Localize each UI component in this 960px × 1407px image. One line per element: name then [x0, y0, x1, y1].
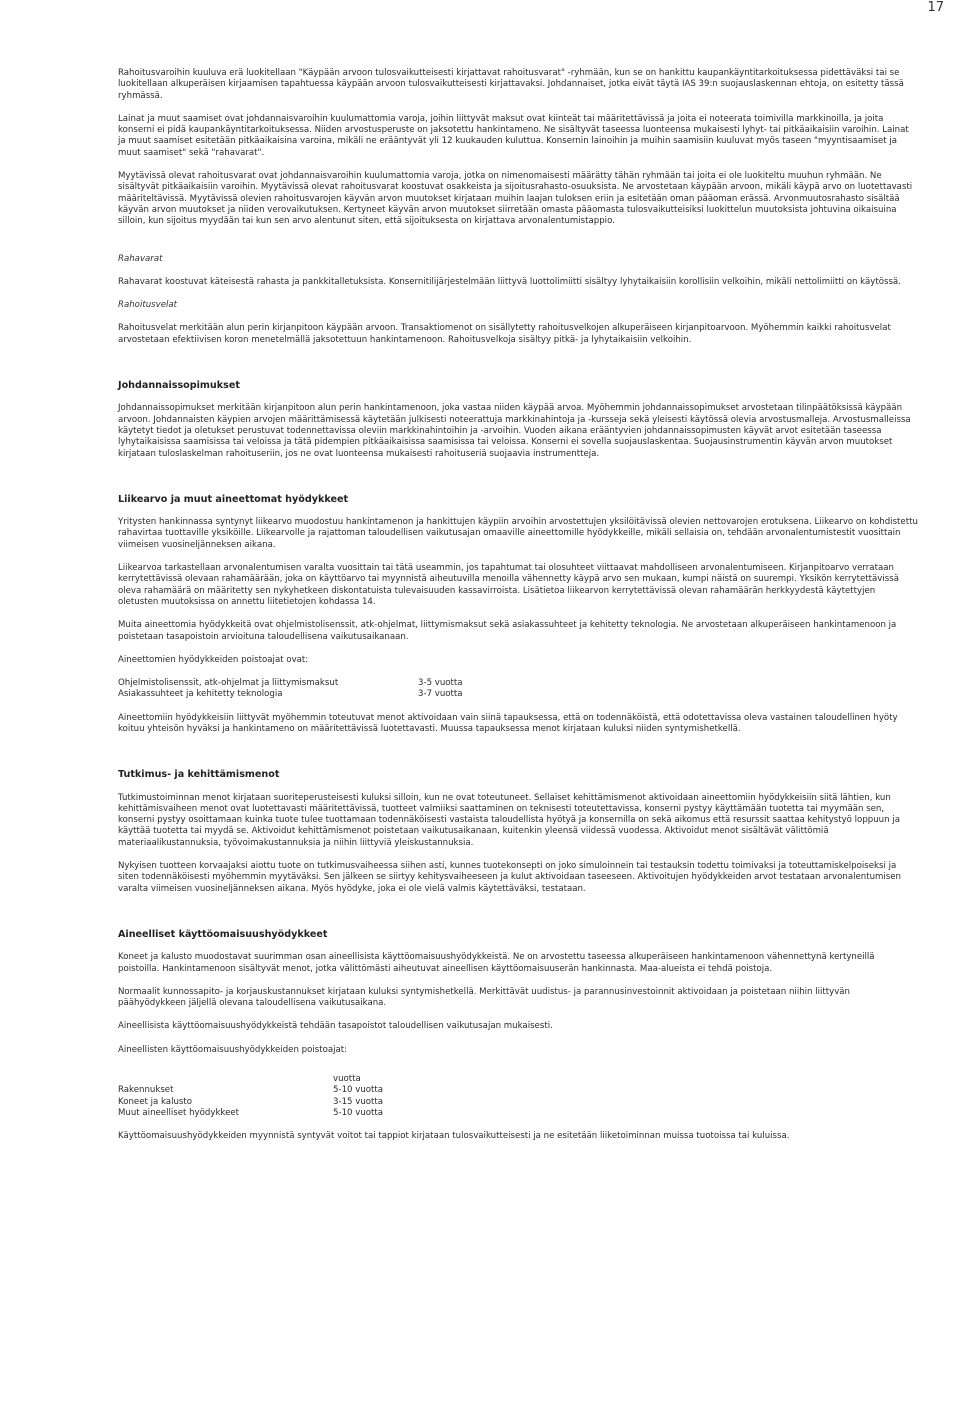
aineelliset-heading: Aineelliset käyttöomaisuushyödykkeet	[118, 928, 328, 940]
intangible-depreciation-table	[118, 678, 918, 701]
liikearvo-heading: Liikearvo ja muut aineettomat hyödykkeet	[118, 493, 349, 505]
document-body	[118, 68, 918, 1155]
liikearvo-paragraph-5: Aineettomiin hyödykkeisiin liittyvät myöhemmin toteutuvat menot aktivoidaan vain siinä tapauksessa, että on todennäköistä, että odotettavissa oleva vastainen taloudellinen hyöty koituu yhteisön hyväksi ja hankintameno on määritettävissä luotettavasti. Muussa tapauksessa menot kirjataan kuluksi niiden syntymishetkellä.	[118, 712, 898, 734]
depreciation-value: 5-10 vuotta	[333, 1085, 384, 1096]
rahoitusvelat-text: Rahoitusvelat merkitään alun perin kirjanpitoon käypään arvoon. Transaktiomenot on sisällytetty rahoitusvelkojen alkuperäiseen kirjanpitoarvoon. Myöhemmin kaikki rahoitusvelat arvostetaan efektiivisen koron menetelmällä jaksotettuun hankintamenoon. Rahoitusvelkoja sisältyy pitkä- ja lyhytaikaisiin velkoihin.	[118, 323, 891, 345]
page-number: 17	[927, 0, 944, 15]
liikearvo-paragraph-1: Yritysten hankinnassa syntynyt liikearvo muodostuu hankintamenon ja hankittujen käypiin arvoihin arvostettujen yksilöitävissä olevien nettovarojen erotuksena. Liikearvo on kohdistettu rahavirtaa tuottaville yksiköille. Liikearvolle ja rajattoman taloudellisen vaikutusajan omaaville aineettomille hyödykkeille, mikäli sellaisia on, tehdään arvonalentumistestit vuosittain viimeisen vuosineljänneksen aikana.	[118, 517, 918, 550]
rahoitusvelat-heading: Rahoitusvelat	[118, 300, 178, 311]
depreciation-label: Rakennukset	[118, 1085, 174, 1096]
depreciation-label: Muut aineelliset hyödykkeet	[118, 1107, 240, 1118]
tutkimus-paragraph-2: Nykyisen tuotteen korvaajaksi aiottu tuote on tutkimusvaiheessa siihen asti, kunnes tuotekonsepti on joko simuloinnein tai testauksin todettu toimivaksi ja toteuttamiskelpoiseksi ja siten todennäköisesti myöhemmin myytäväksi. Sen jälkeen se siirtyy kehitysvaiheeseen ja kulut aktivoidaan taseeseen. Aktivoitujen hyödykkeiden arvot testataan arvonalentumisen varalta viimeisen vuosineljänneksen aikana. Myös hyödyke, joka ei ole vielä valmis käytettäväksi, testataan.	[118, 861, 901, 894]
rahavarat-text: Rahavarat koostuvat käteisestä rahasta ja pankkitalletuksista. Konsernitilijärjestelmään liittyvä luottolimiitti sisältyy lyhytaikaisiin korollisiin velkoihin, mikäli nettolimiitti on käytössä.	[118, 276, 901, 287]
aineelliset-paragraph-1: Koneet ja kalusto muodostavat suurimman osan aineellisista käyttöomaisuushyödykkeistä. Ne on arvostettu taseessa alkuperäiseen hankintamenoon vähennettynä kertyneillä poistoilla. Hankintamenoon sisältyvät menot, jotka välittömästi aiheutuvat aineellisen käyttöomaisuuserän hankinnasta. Maa-alueista ei tehdä poistoja.	[118, 952, 875, 974]
aineelliset-paragraph-4: Aineellisten käyttöomaisuushyödykkeiden poistoajat:	[118, 1044, 348, 1055]
johdannais-text: Johdannaissopimukset merkitään kirjanpitoon alun perin hankintamenoon, joka vastaa niiden käypää arvoa. Myöhemmin johdannaissopimukset arvostetaan tilinpäätöksissä käypään arvoon. Johdannaisten käypien arvojen määrittämisessä käytetään julkisesti noteerattuja markkinahintoja ja -kursseja sekä yleisesti käytössä olevia arvostusmalleja. Arvostusmalleissa käytetyt tiedot ja oletukset perustuvat todennettavissa oleviin markkinahintoihin ja -arvoihin. Vuoden aikana erääntyvien johdannaissopimusten käyvät arvot esitetään taseessa lyhytaikaisissa saamisissa tai veloissa ja tätä pidempien pitkäaikaisissa saamisissa tai veloissa. Konserni ei sovella suojauslaskentaa. Suojausinstrumentin käyvän arvon muutokset kirjataan tuloslaskelman rahoituseriin, jos ne ovat luonteensa mukaisesti rahoituseriä suojaavia instrumentteja.	[118, 403, 911, 459]
depreciation-label: Ohjelmistolisenssit, atk-ohjelmat ja liittymismaksut	[118, 678, 339, 689]
intro-paragraph-3: Myytävissä olevat rahoitusvarat ovat johdannaisvaroihin kuulumattomia varoja, jotka on nimenomaisesti määrätty tähän ryhmään tai joita ei ole luokiteltu muuhun ryhmään. Ne sisältyvät pitkäaikaisiin varoihin. Myytävissä olevat rahoitusvarat koostuvat osakkeista ja sijoitusrahasto-osuuksista. Ne arvostetaan käypään arvoon, mikäli käypä arvo on luotettavasti määriteltävissä. Myytävissä olevien rahoitusvarojen käyvän arvon muutokset kirjataan muihin laajan tuloksen eriin ja esitetään oman pääoman erässä. Arvonmuutosrahasto sisältää käyvän arvon muutokset ja niiden verovaikutuksen. Kertyneet käyvän arvon muutokset siirretään omasta pääomasta tulosvaikutteisiksi luokittelun muutoksista johtuvina oikaisuina silloin, kun sijoitus myydään tai kun sen arvo alentunut siten, että sijoituksesta on kirjattava arvonalentumistappio.	[118, 171, 913, 227]
aineelliset-paragraph-2: Normaalit kunnossapito- ja korjauskustannukset kirjataan kuluksi syntymishetkellä. Merkittävät uudistus- ja parannusinvestoinnit aktivoidaan ja poistetaan niihin liittyvän päähyödykkeen jäljellä olevana taloudellisena vaikutusaikana.	[118, 986, 851, 1009]
depreciation-value: 3-15 vuotta	[333, 1096, 384, 1107]
depreciation-value: 3-7 vuotta	[418, 689, 463, 700]
depreciation-column-header: vuotta	[333, 1074, 361, 1085]
intro-paragraph-2: Lainat ja muut saamiset ovat johdannaisvaroihin kuulumattomia varoja, joihin liittyvät maksut ovat kiinteät tai määritettävissä ja joita ei noteerata toimivilla markkinoilla, ja joita konserni ei pidä kaupankäyntitarkoituksessa. Niiden arvostusperuste on jaksotettu hankintameno. Ne sisältyvät taseessa luonteensa mukaisesti lyhyt- tai pitkäaikaisiin varoihin. Lainat ja muut saamiset esitetään pitkäaikaisina varoina, mikäli ne erääntyvät yli 12 kuukauden kuluttua. Konsernin lainoihin ja muihin saamisiin kuuluvat myös taseen "myyntisaamiset ja muut saamiset" sekä "rahavarat".	[118, 113, 909, 158]
depreciation-value: 5-10 vuotta	[333, 1107, 384, 1118]
depreciation-value: 3-5 vuotta	[418, 678, 463, 689]
rahavarat-heading: Rahavarat	[118, 253, 163, 264]
aineelliset-paragraph-3: Aineellisista käyttöomaisuushyödykkeistä tehdään tasapoistot taloudellisen vaikutusajan mukaisesti.	[118, 1021, 553, 1032]
tutkimus-paragraph-1: Tutkimustoiminnan menot kirjataan suoriteperusteisesti kuluksi silloin, kun ne ovat toteutuneet. Sellaiset kehittämismenot aktivoidaan aineettomiin hyödykkeisiin siitä lähtien, kun kehittämisvaiheen menot ovat luotettavasti määritettävissä, tuotteet valmiiksi saattaminen on teknisesti toteutettavissa, konserni pystyy käyttämään tuotetta tai myymään sen, konserni pystyy osoittamaan kuinka tuote tulee tuottamaan todennäköisesti vastaista taloudellista hyötyä ja konsernilla on sekä aikomus että resurssit saattaa kehitystyö loppuun ja käyttää tuotetta tai myydä se. Aktivoidut kehittämismenot poistetaan vaikutusaikanaan, kuitenkin yleensä viidessä vuodessa. Aktivoidut menot sisältävät välittömiä materiaalikustannuksia, työvoimakustannuksia ja niihin liittyviä yleiskustannuksia.	[118, 792, 900, 848]
liikearvo-paragraph-4: Aineettomien hyödykkeiden poistoajat ovat:	[118, 654, 309, 665]
tangible-depreciation-table	[118, 1074, 918, 1119]
intro-paragraph-1: Rahoitusvaroihin kuuluva erä luokitellaan "Käypään arvoon tulosvaikutteisesti kirjattavat rahoitusvarat" -ryhmään, kun se on hankittu kaupankäyntitarkoituksessa pidettäväksi tai se luokitellaan alkuperäisen kirjaamisen tapahtuessa käypään arvoon tulosvaikutteisesti kirjattavaksi. Johdannaiset, jotka eivät täytä IAS 39:n suojauslaskennan ehtoja, on esitetty tässä ryhmässä.	[118, 68, 904, 101]
liikearvo-paragraph-3: Muita aineettomia hyödykkeitä ovat ohjelmistolisenssit, atk-ohjelmat, liittymismaksut sekä asiakassuhteet ja kehitetty teknologia. Ne arvostetaan alkuperäiseen hankintamenoon ja poistetaan tasapoistoin arvioituna taloudellisena vaikutusaikanaan.	[118, 620, 897, 642]
depreciation-label: Koneet ja kalusto	[118, 1096, 193, 1107]
tutkimus-heading: Tutkimus- ja kehittämismenot	[118, 769, 280, 781]
liikearvo-paragraph-2: Liikearvoa tarkastellaan arvonalentumisen varalta vuosittain tai tätä useammin, jos tapahtumat tai olosuhteet viittaavat mahdolliseen arvonalentumiseen. Kirjanpitoarvo verrataan kerrytettävissä olevaan rahamäärään, joka on käyttöarvo tai myynnistä aiheutuvilla menoilla vähennetty käypä arvo sen mukaan, kumpi näistä on suurempi. Yksikön kerrytettävissä oleva rahamäärä on määritetty sen nykyhetkeen diskontatuista tulevaisuuden kassavirroista. Lisätietoa liikearvon kerrytettävissä olevan rahamäärän herkkyydestä käytettyjen oletusten muutoksissa on annettu liitetietojen kohdassa 14.	[118, 563, 899, 607]
depreciation-label: Asiakassuhteet ja kehitetty teknologia	[118, 689, 283, 700]
aineelliset-paragraph-5: Käyttöomaisuushyödykkeiden myynnistä syntyvät voitot tai tappiot kirjataan tulosvaikutteisesti ja ne esitetään liiketoiminnan muissa tuotoissa tai kuluissa.	[118, 1131, 790, 1142]
johdannais-heading: Johdannaissopimukset	[118, 380, 240, 392]
